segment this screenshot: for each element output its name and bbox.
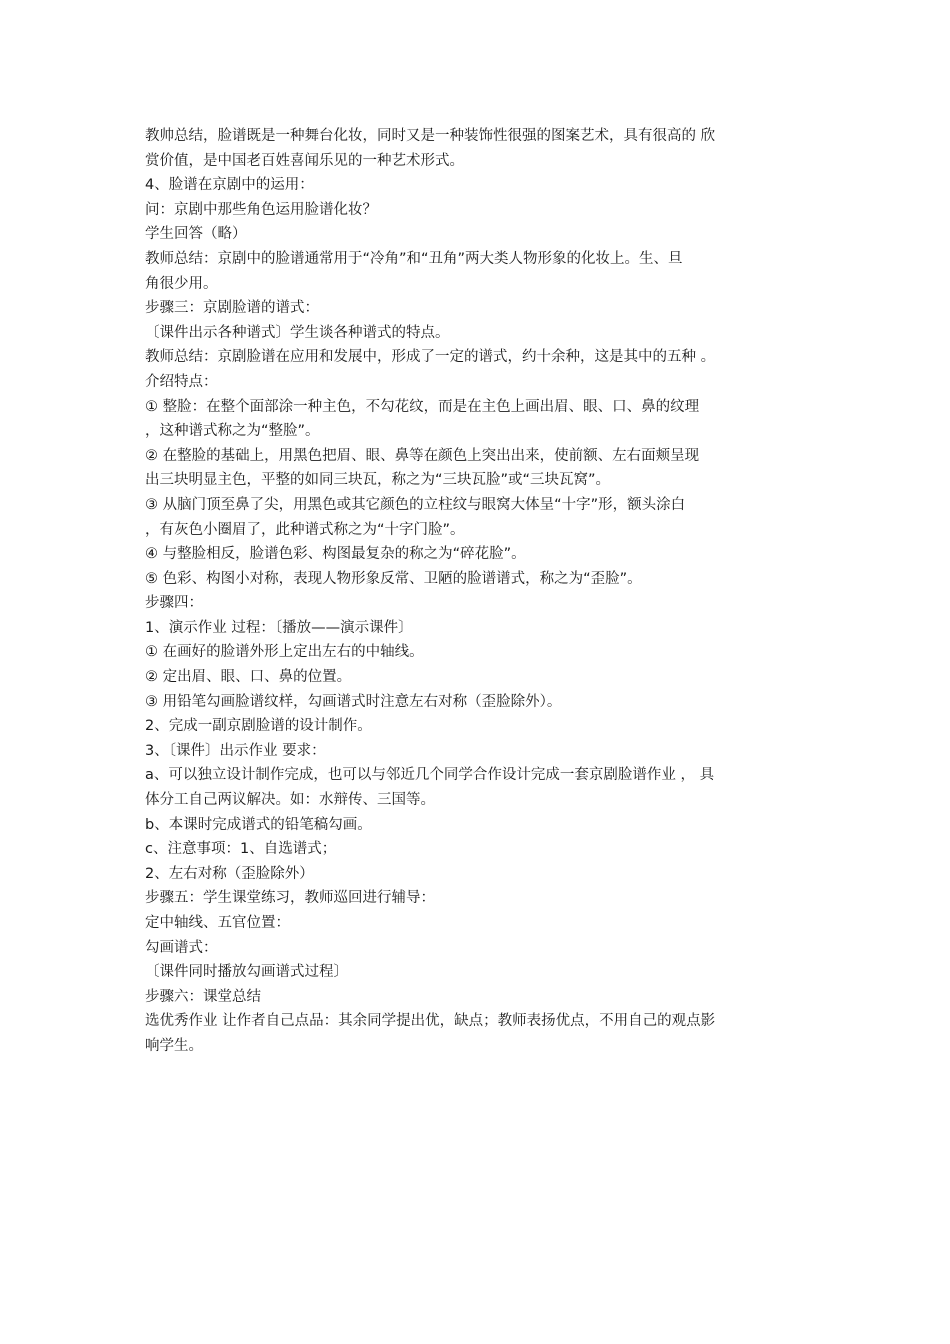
text-line: 介绍特点： bbox=[145, 373, 218, 390]
document-body bbox=[145, 124, 810, 1059]
text-line: 教师总结：京剧中的脸谱通常用于“冷角”和“丑角”两大类人物形象的化妆上。生、旦 bbox=[145, 250, 683, 267]
text-line: 2、完成一副京剧脸谱的设计制作。 bbox=[145, 718, 372, 735]
text-line: ，这种谱式称之为“整脸”。 bbox=[145, 423, 320, 440]
text-line: ① 整脸：在整个面部涂一种主色，不勾花纹，而是在主色上画出眉、眼、口、鼻的纹理 bbox=[145, 398, 700, 415]
text-line: 角很少用。 bbox=[145, 275, 218, 292]
text-line: 步骤六：课堂总结 bbox=[145, 988, 261, 1005]
text-line: ③ 从脑门顶至鼻了尖，用黑色或其它颜色的立柱纹与眼窝大体呈“十字”形，额头涂白 bbox=[145, 496, 686, 513]
text-line: 〔课件出示各种谱式〕学生谈各种谱式的特点。 bbox=[145, 324, 450, 341]
text-line: 学生回答（略） bbox=[145, 226, 247, 243]
text-line: 〔课件同时播放勾画谱式过程〕 bbox=[145, 964, 348, 981]
text-line: ① 在画好的脸谱外形上定出左右的中轴线。 bbox=[145, 644, 424, 661]
text-line: 步骤三：京剧脸谱的谱式： bbox=[145, 300, 319, 317]
text-line: 选优秀作业 让作者自己点品：其余同学提出优，缺点；教师表扬优点，不用自己的观点影 bbox=[145, 1013, 716, 1030]
text-line: ③ 用铅笔勾画脸谱纹样，勾画谱式时注意左右对称（歪脸除外）。 bbox=[145, 693, 562, 710]
text-line: 4、脸谱在京剧中的运用： bbox=[145, 177, 314, 194]
text-line: 赏价值，是中国老百姓喜闻乐见的一种艺术形式。 bbox=[145, 152, 464, 169]
text-line: ② 定出眉、眼、口、鼻的位置。 bbox=[145, 669, 352, 686]
text-line: 步骤四： bbox=[145, 595, 203, 612]
text-line: 出三块明显主色，平整的如同三块瓦，称之为“三块瓦脸”或“三块瓦窝”。 bbox=[145, 472, 611, 489]
text-line: ，有灰色小圈眉了，此种谱式称之为“十字门脸”。 bbox=[145, 521, 465, 538]
text-line: 问：京剧中那些角色运用脸谱化妆？ bbox=[145, 201, 377, 218]
text-line: ④ 与整脸相反，脸谱色彩、构图最复杂的称之为“碎花脸”。 bbox=[145, 546, 526, 563]
text-line: a、可以独立设计制作完成，也可以与邻近几个同学合作设计完成一套京剧脸谱作业 ， 具 bbox=[145, 767, 715, 784]
text-line: b、本课时完成谱式的铅笔稿勾画。 bbox=[145, 816, 372, 833]
text-line: 3、〔课件〕出示作业 要求： bbox=[145, 742, 326, 759]
text-line: 响学生。 bbox=[145, 1037, 203, 1054]
text-line: 步骤五：学生课堂练习，教师巡回进行辅导： bbox=[145, 890, 435, 907]
text-line: 1、演示作业 过程：〔播放——演示课件〕 bbox=[145, 619, 413, 636]
text-line: 2、左右对称（歪脸除外） bbox=[145, 865, 314, 882]
text-line: 教师总结：京剧脸谱在应用和发展中，形成了一定的谱式，约十余种，这是其中的五种 。 bbox=[145, 349, 716, 366]
text-line: 体分工自己两议解决。如：水辩传、三国等。 bbox=[145, 792, 435, 809]
text-line: c、注意事项：1、自选谱式； bbox=[145, 841, 337, 858]
text-line: 教帅总结，脸谱既是一种舞台化妆，同时又是一种装饰性很强的图案艺术，具有很高的 欣 bbox=[145, 128, 716, 144]
text-line: ⑤ 色彩、构图小对称，表现人物形象反常、卫陋的脸谱谱式，称之为“歪脸”。 bbox=[145, 570, 642, 587]
text-line: 定中轴线、五官位置： bbox=[145, 915, 290, 931]
text-line: 勾画谱式： bbox=[145, 939, 218, 956]
text-line: ② 在整脸的基础上，用黑色把眉、眼、鼻等在颜色上突出出来，使前额、左右面颊呈现 bbox=[145, 447, 700, 464]
